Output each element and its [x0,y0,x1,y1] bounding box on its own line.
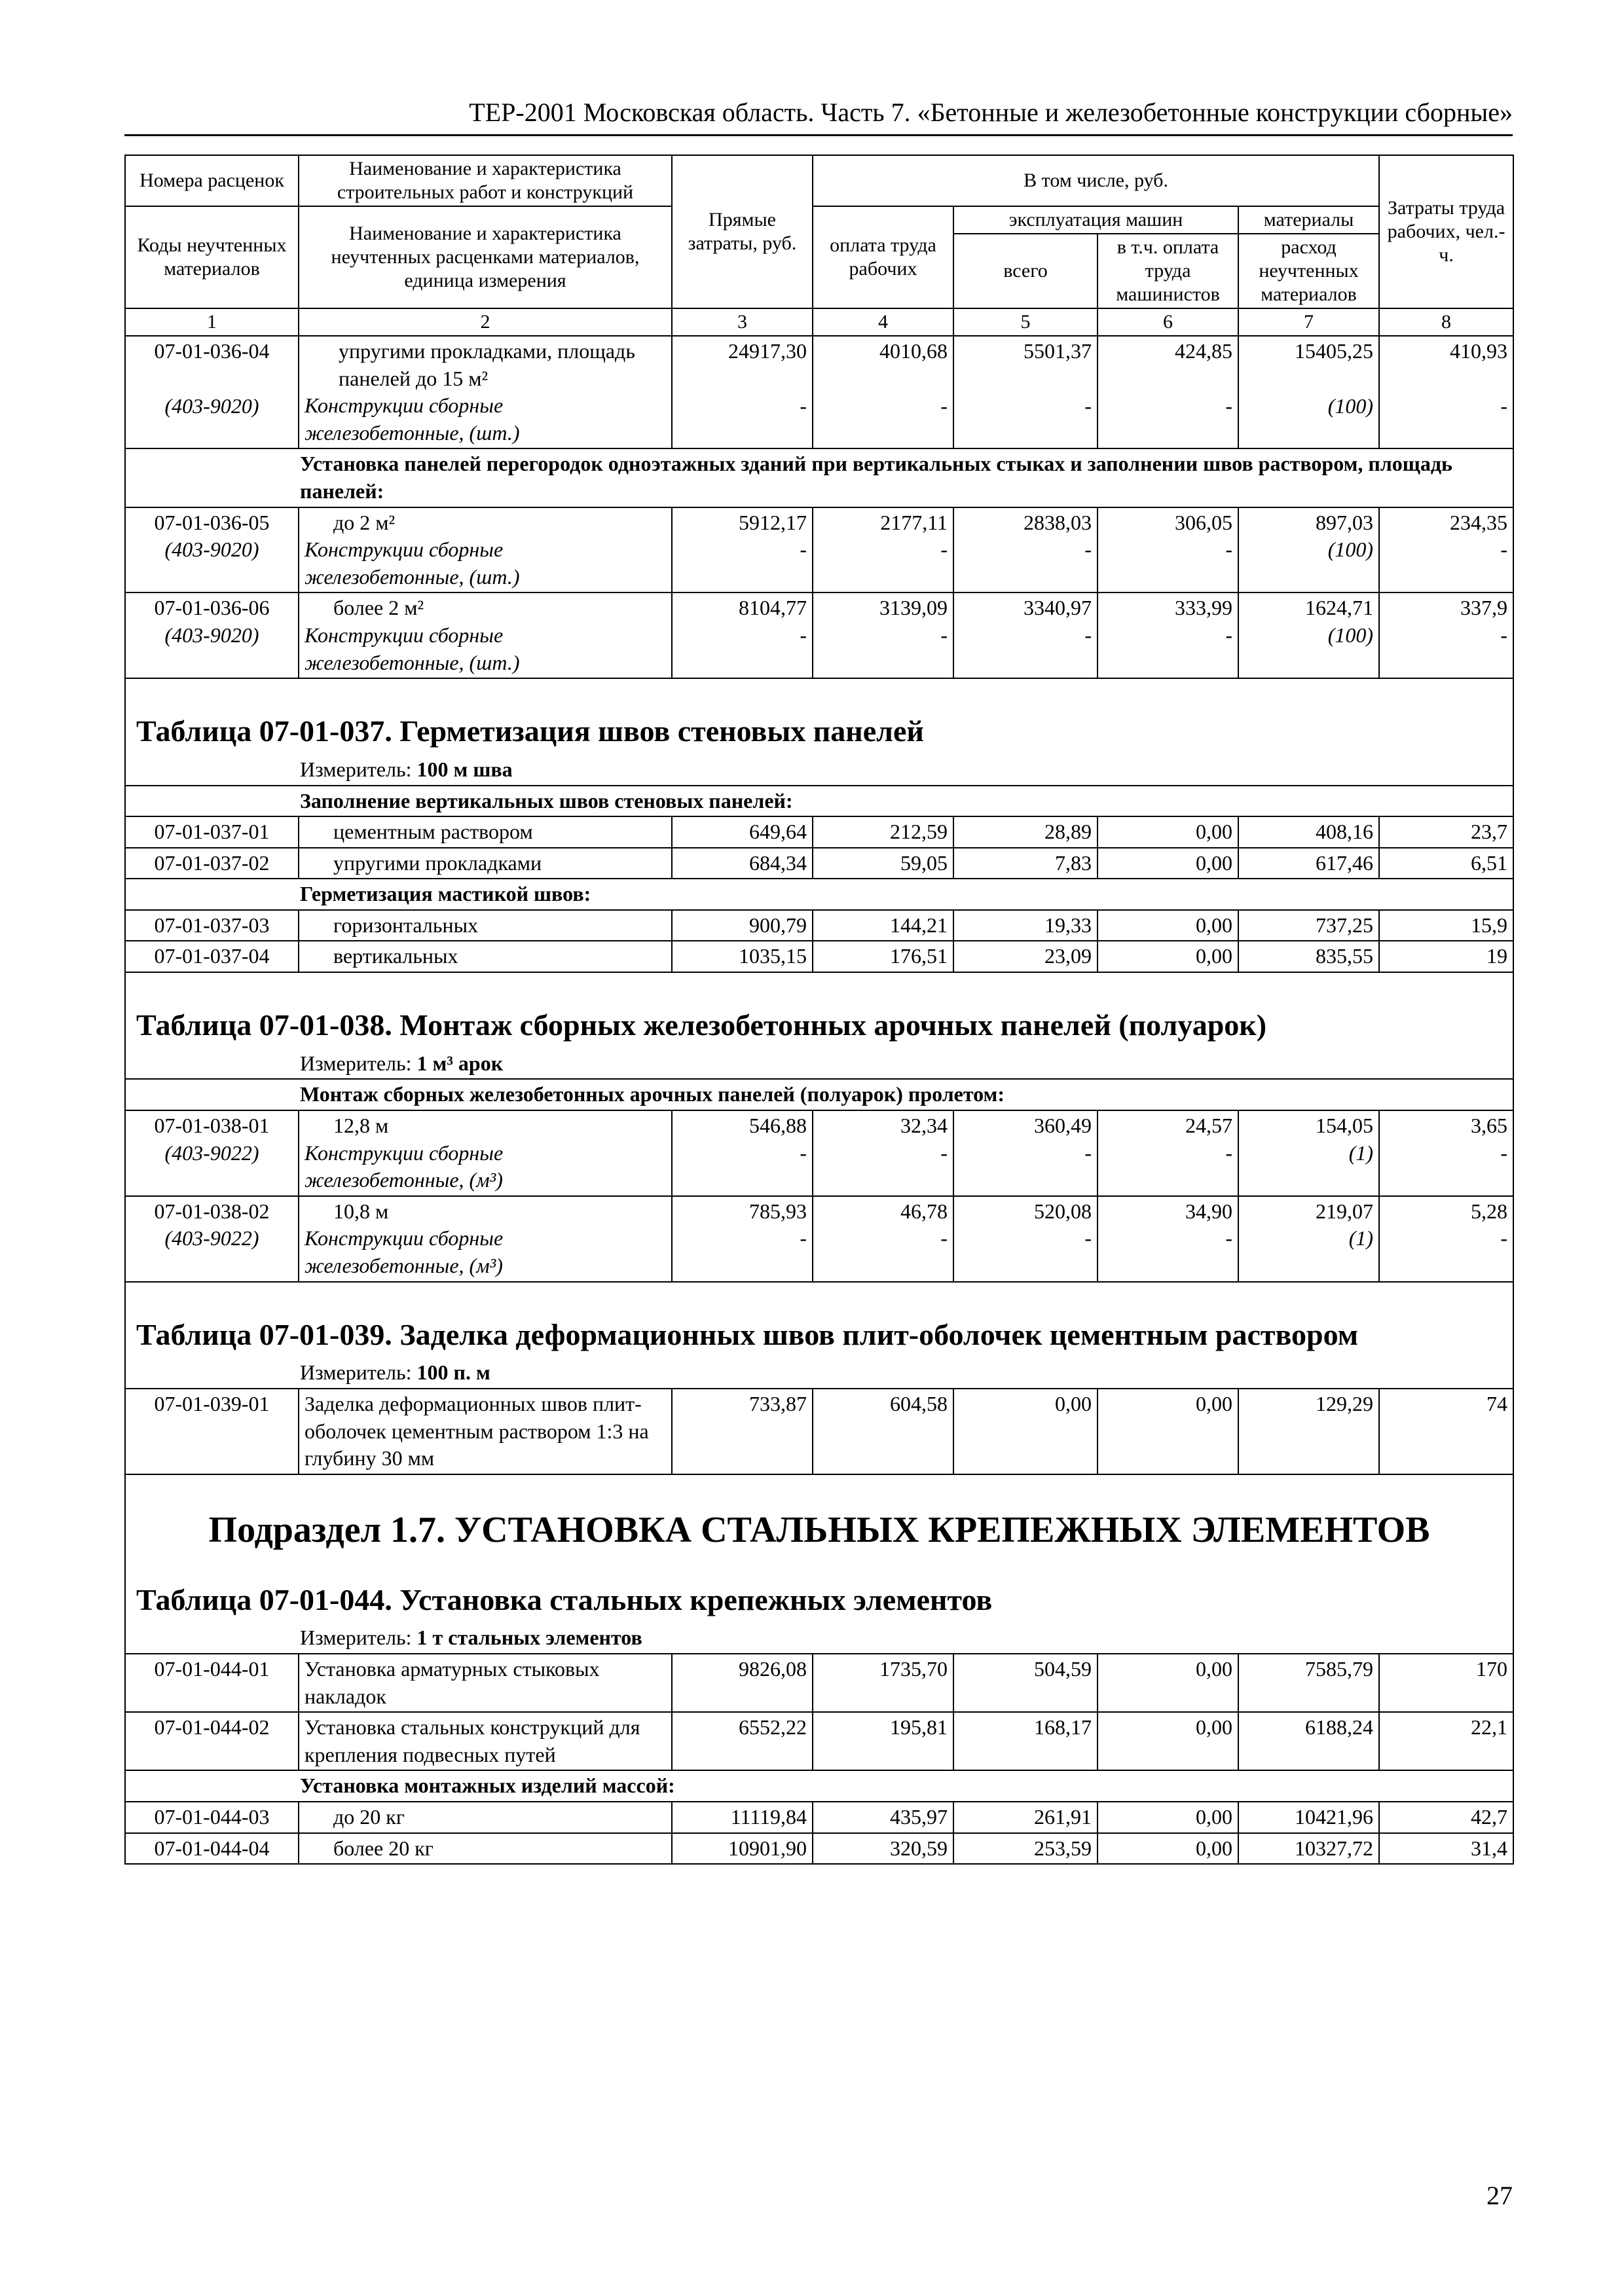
cell-value: 0,00 [1098,1802,1238,1833]
rashod-value: (100) [1327,538,1374,562]
cell-dash: - [1500,623,1508,647]
subheading-row [125,786,1513,817]
cell-value: 3,65 [1471,1114,1508,1138]
table-row [125,1110,1513,1196]
cell-value: 28,89 [953,816,1098,848]
cell-value: 520,08 [1034,1199,1092,1223]
material-name: Конструкции сборные железобетонные, (шт.) [304,393,520,445]
cell-value: 897,03 [1316,510,1374,534]
rate-code: 07-01-039-01 [125,1389,299,1474]
cell-value: 129,29 [1238,1389,1379,1474]
cell-value: 504,59 [953,1654,1098,1712]
table-row [125,1196,1513,1282]
cell-value: 212,59 [813,816,953,848]
cell-value: 835,55 [1238,941,1379,972]
cell-value: 19,33 [953,910,1098,941]
measure-label: Измеритель: [300,1626,412,1650]
cell-value: 684,34 [672,848,813,879]
cell-value: 337,9 [1460,596,1508,620]
table-title-row [125,1567,1513,1624]
cell-value: 333,99 [1175,596,1232,620]
subheading-row [125,1079,1513,1110]
section-row [125,1474,1513,1567]
cell-dash: - [1084,1226,1092,1250]
cell-value: 0,00 [1098,910,1238,941]
subheading-row [125,448,1513,507]
page-number: 27 [1486,2181,1513,2210]
rate-name: более 2 м² [333,596,424,620]
cell-dash: - [1500,1226,1508,1250]
cell-value: 3340,97 [1024,596,1092,620]
table-row [125,507,1513,593]
measure-value: 100 м шва [416,757,513,781]
material-code: (403-9022) [164,1226,259,1250]
cell-dash: - [1084,393,1092,418]
rate-code: 07-01-038-01 [154,1114,270,1138]
subheading: Монтаж сборных железобетонных арочных панелей (полуарок) пролетом: [125,1079,1513,1110]
rate-name: цементным раствором [299,816,672,848]
material-code: (403-9022) [164,1140,259,1165]
rate-code: 07-01-037-02 [125,848,299,879]
cell-value: 195,81 [813,1712,953,1770]
material-name: Конструкции сборные железобетонные, (шт.) [304,623,520,674]
cell-value: 6552,22 [672,1712,813,1770]
section-title: Подраздел 1.7. УСТАНОВКА СТАЛЬНЫХ КРЕПЕЖНЫХ ЭЛЕМЕНТОВ [125,1474,1513,1567]
cell-value: 19 [1379,941,1513,972]
table-title-row [125,678,1513,755]
rate-name: до 20 кг [299,1802,672,1833]
cell-value: 15405,25 [1295,339,1374,363]
cell-dash: - [1500,1140,1508,1165]
col-number: 5 [953,308,1098,336]
table-row [125,1389,1513,1474]
rate-name: упругими прокладками [299,848,672,879]
cell-value: 11119,84 [672,1802,813,1833]
cell-value: 0,00 [1098,1833,1238,1865]
cell-value: 74 [1379,1389,1513,1474]
cell-value: 435,97 [813,1802,953,1833]
table-title-row [125,1282,1513,1358]
col-nomera: Номера расценок [125,155,299,206]
cell-value: 1035,15 [672,941,813,972]
cell-value: 1735,70 [813,1654,953,1712]
cell-dash: - [940,623,948,647]
subheading: Установка панелей перегородок одноэтажных зданий при вертикальных стыках и заполнении швов раствором, площадь панелей: [125,448,1513,507]
cell-dash: - [800,393,807,418]
cell-value: 31,4 [1379,1833,1513,1865]
col-number: 1 [125,308,299,336]
cell-value: 23,7 [1379,816,1513,848]
cell-dash: - [1225,623,1232,647]
cell-value: 253,59 [953,1833,1098,1865]
cell-value: 168,17 [953,1712,1098,1770]
material-code: (403-9020) [164,393,259,418]
rate-code: 07-01-037-03 [125,910,299,941]
col-naim2: Наименование и характеристика неучтенных расценками материалов, единица измерения [299,206,672,308]
cell-value: 42,7 [1379,1802,1513,1833]
cell-dash: - [940,1140,948,1165]
rate-code: 07-01-044-01 [125,1654,299,1712]
cell-value: 0,00 [1098,941,1238,972]
col-kody: Коды неучтенных материалов [125,206,299,308]
header-numbers-row [125,308,1513,336]
rate-name: вертикальных [299,941,672,972]
subheading: Герметизация мастикой швов: [125,879,1513,910]
measure-value: 1 м³ арок [416,1051,504,1075]
cell-value: 10901,90 [672,1833,813,1865]
rate-name: горизонтальных [299,910,672,941]
cell-value: 24,57 [1185,1114,1232,1138]
cell-value: 59,05 [813,848,953,879]
table-row [125,1802,1513,1833]
cell-dash: - [1084,538,1092,562]
rate-name: упругими прокладками, площадь панелей до 15 м² [339,339,635,390]
subheading-row [125,879,1513,910]
cell-value: 649,64 [672,816,813,848]
cell-value: 24917,30 [728,339,807,363]
cell-dash: - [1225,1226,1232,1250]
cell-value: 34,90 [1185,1199,1232,1223]
cell-value: 7585,79 [1238,1654,1379,1712]
col-number: 4 [813,308,953,336]
rate-code: 07-01-044-02 [125,1712,299,1770]
cell-value: 424,85 [1175,339,1232,363]
rate-code: 07-01-036-06 [154,596,270,620]
cell-value: 46,78 [900,1199,948,1223]
rashod-value: (1) [1348,1140,1374,1165]
material-name: Конструкции сборные железобетонные, (шт.) [304,538,520,589]
rashod-value: (100) [1327,393,1374,418]
material-code: (403-9020) [164,538,259,562]
cell-dash: - [940,538,948,562]
col-number: 7 [1238,308,1379,336]
cell-value: 32,34 [900,1114,948,1138]
material-code: (403-9020) [164,623,259,647]
rate-name: Установка арматурных стыковых накладок [299,1654,672,1712]
cell-value: 10421,96 [1238,1802,1379,1833]
cell-value: 9826,08 [672,1654,813,1712]
measure-label: Измеритель: [300,1360,412,1385]
cell-dash: - [800,538,807,562]
col-ekspluat: эксплуатация машин [953,206,1238,234]
header-row-1 [125,155,1513,206]
rate-name: более 20 кг [299,1833,672,1865]
measure-row [125,1049,1513,1080]
table-title: Таблица 07-01-039. Заделка деформационных швов плит-оболочек цементным раствором [125,1282,1513,1358]
cell-value: 604,58 [813,1389,953,1474]
cell-value: 176,51 [813,941,953,972]
col-number: 8 [1379,308,1513,336]
cell-value: 408,16 [1238,816,1379,848]
rate-code: 07-01-037-01 [125,816,299,848]
subheading: Установка монтажных изделий массой: [125,1770,1513,1802]
cell-value: 10327,72 [1238,1833,1379,1865]
cell-value: 4010,68 [879,339,948,363]
table-title: Таблица 07-01-037. Герметизация швов стеновых панелей [125,678,1513,755]
table-row [125,1712,1513,1770]
cell-value: 0,00 [953,1389,1098,1474]
col-vtch: в т.ч. оплата труда машинистов [1098,234,1238,308]
col-number: 3 [672,308,813,336]
cell-value: 0,00 [1098,1712,1238,1770]
cell-dash: - [800,1140,807,1165]
table-title: Таблица 07-01-038. Монтаж сборных железобетонных арочных панелей (полуарок) [125,972,1513,1049]
cell-dash: - [1500,393,1508,418]
cell-value: 546,88 [749,1114,807,1138]
cell-dash: - [940,393,948,418]
cell-value: 360,49 [1034,1114,1092,1138]
cell-dash: - [1084,1140,1092,1165]
cell-value: 5501,37 [1024,339,1092,363]
col-naim: Наименование и характеристика строительных работ и конструкций [299,155,672,206]
cell-dash: - [1225,393,1232,418]
rate-code: 07-01-036-04 [154,339,270,363]
col-vsego: всего [953,234,1098,308]
cell-dash: - [800,1226,807,1250]
cell-value: 3139,09 [879,596,948,620]
col-number: 2 [299,308,672,336]
rate-name: Установка стальных конструкций для крепления подвесных путей [299,1712,672,1770]
cell-value: 0,00 [1098,848,1238,879]
cell-value: 144,21 [813,910,953,941]
cell-value: 15,9 [1379,910,1513,941]
rate-code: 07-01-036-05 [154,510,270,534]
material-name: Конструкции сборные железобетонные, (м³) [304,1140,504,1192]
measure-value: 1 т стальных элементов [416,1626,642,1650]
cell-dash: - [1225,538,1232,562]
cell-value: 0,00 [1098,1389,1238,1474]
cell-value: 234,35 [1450,510,1508,534]
cell-value: 2838,03 [1024,510,1092,534]
measure-row [125,1358,1513,1389]
cell-value: 5912,17 [739,510,807,534]
cell-value: 737,25 [1238,910,1379,941]
rate-code: 07-01-038-02 [154,1199,270,1223]
table-row [125,1833,1513,1865]
rates-table [124,155,1514,1865]
table-row [125,910,1513,941]
cell-dash: - [800,623,807,647]
cell-value: 320,59 [813,1833,953,1865]
cell-value: 733,87 [672,1389,813,1474]
rate-code: 07-01-044-03 [125,1802,299,1833]
table-row [125,592,1513,678]
cell-value: 617,46 [1238,848,1379,879]
col-zatraty: Затраты труда рабочих, чел.-ч. [1379,155,1513,308]
cell-value: 1624,71 [1305,596,1374,620]
cell-value: 170 [1379,1654,1513,1712]
table-row [125,336,1513,448]
cell-value: 0,00 [1098,816,1238,848]
table-row [125,848,1513,879]
measure-row [125,755,1513,786]
table-title: Таблица 07-01-044. Установка стальных крепежных элементов [125,1567,1513,1624]
col-rashod: расход неучтенных материалов [1238,234,1379,308]
cell-value: 8104,77 [739,596,807,620]
cell-value: 0,00 [1098,1654,1238,1712]
col-materialy: материалы [1238,206,1379,234]
cell-dash: - [1225,1140,1232,1165]
table-row [125,941,1513,972]
cell-value: 2177,11 [880,510,948,534]
cell-dash: - [1500,538,1508,562]
measure-value: 100 п. м [416,1360,490,1385]
measure-label: Измеритель: [300,1051,412,1075]
cell-value: 306,05 [1175,510,1232,534]
cell-value: 410,93 [1450,339,1508,363]
col-pryamye: Прямые затраты, руб. [672,155,813,308]
cell-value: 785,93 [749,1199,807,1223]
cell-value: 22,1 [1379,1712,1513,1770]
cell-value: 6188,24 [1238,1712,1379,1770]
cell-value: 261,91 [953,1802,1098,1833]
measure-label: Измеритель: [300,757,412,781]
table-row [125,1654,1513,1712]
rate-code: 07-01-044-04 [125,1833,299,1865]
cell-value: 5,28 [1471,1199,1508,1223]
rate-name: 10,8 м [333,1199,389,1223]
rate-name: до 2 м² [333,510,396,534]
rate-name: Заделка деформационных швов плит-оболочек цементным раствором 1:3 на глубину 30 мм [299,1389,672,1474]
rate-code: 07-01-037-04 [125,941,299,972]
rate-name: 12,8 м [333,1114,389,1138]
cell-dash: - [1084,623,1092,647]
measure-row [125,1623,1513,1654]
cell-value: 154,05 [1316,1114,1374,1138]
col-number: 6 [1098,308,1238,336]
table-row [125,816,1513,848]
cell-value: 6,51 [1379,848,1513,879]
col-oplata: оплата труда рабочих [813,206,953,308]
cell-value: 23,09 [953,941,1098,972]
material-name: Конструкции сборные железобетонные, (м³) [304,1226,504,1278]
cell-value: 7,83 [953,848,1098,879]
header-row-2 [125,206,1513,234]
cell-value: 900,79 [672,910,813,941]
subheading-row [125,1770,1513,1802]
subheading: Заполнение вертикальных швов стеновых панелей: [125,786,1513,817]
page-header: ТЕР-2001 Московская область. Часть 7. «Бетонные и железобетонные конструкции сборные» [124,97,1513,136]
cell-value: 219,07 [1316,1199,1374,1223]
table-title-row [125,972,1513,1049]
cell-dash: - [940,1226,948,1250]
rashod-value: (100) [1327,623,1374,647]
rashod-value: (1) [1348,1226,1374,1250]
col-v-tom-chisle: В том числе, руб. [813,155,1379,206]
